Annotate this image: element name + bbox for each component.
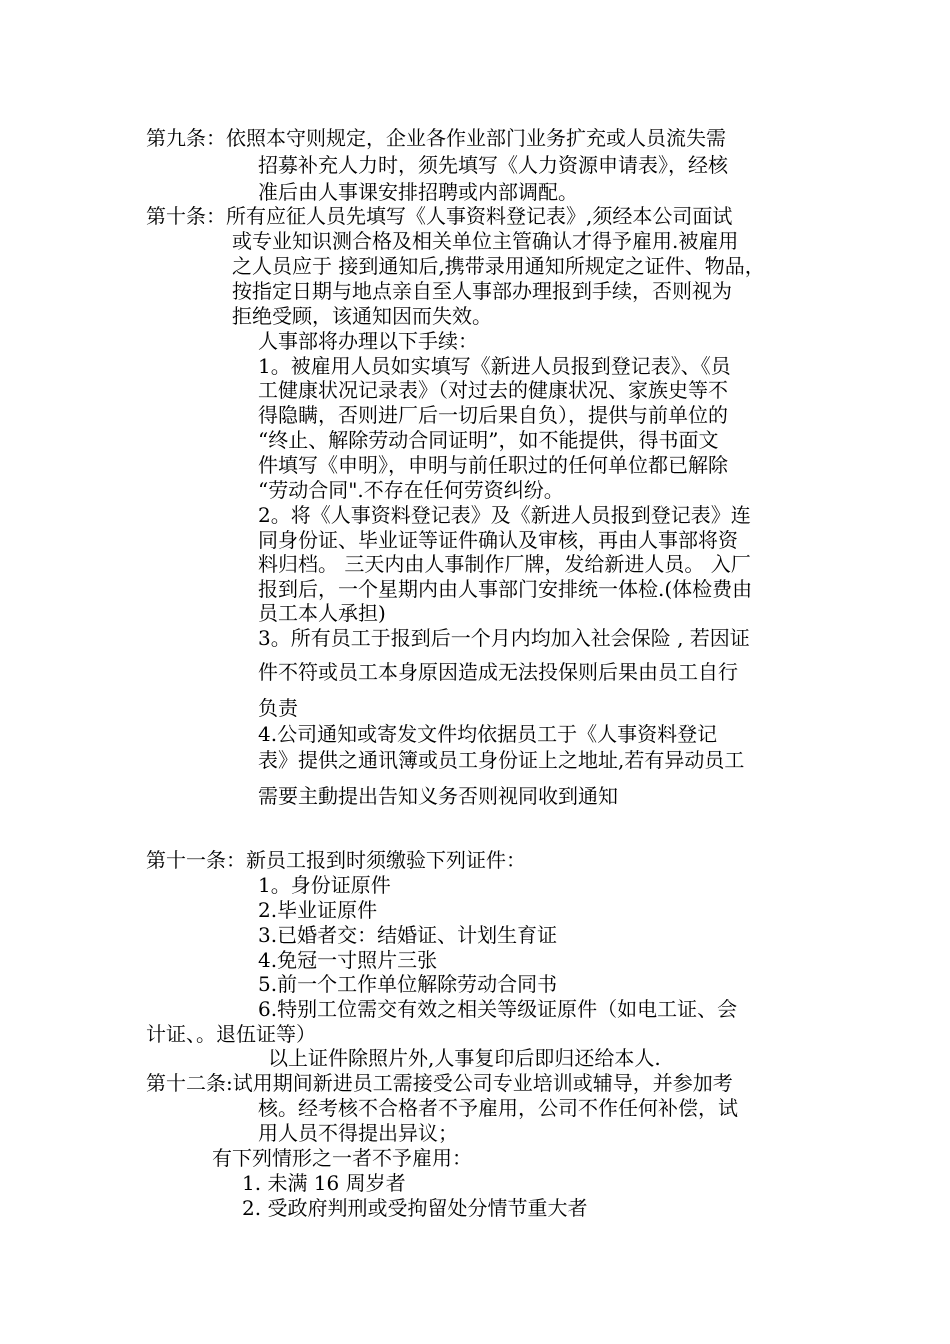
text-line: 2。将《人事资料登记表》及《新进人员报到登记表》连 [258, 503, 751, 527]
text-line: 准后由人事课安排招聘或内部调配。 [258, 180, 578, 204]
text-line: 员工本人承担) [258, 601, 386, 625]
text-line: 第十条：所有应征人员先填写《人事资料登记表》,须经本公司面试 [146, 204, 733, 228]
text-line: 4.免冠一寸照片三张 [258, 948, 438, 972]
text-line: 之人员应于 接到通知后,携带录用通知所规定之证件、物品， [232, 254, 765, 278]
text-line: 按指定日期与地点亲自至人事部办理报到手续，否则视为 [232, 279, 732, 303]
text-line: 2.毕业证原件 [258, 898, 378, 922]
text-line: 报到后，一个星期内由人事部门安排统一体检.(体检费由 [258, 577, 753, 601]
text-line: 同身份证、毕业证等证件确认及审核，再由人事部将资 [258, 528, 738, 552]
text-line: 招募补充人力时，须先填写《人力资源申请表》，经核 [258, 153, 728, 177]
text-line: 1. 未满 16 周岁者 [242, 1171, 406, 1195]
text-line: “劳动合同".不存在任何劳资纠纷。 [258, 478, 564, 502]
text-line: 拒绝受顾，该通知因而失效。 [232, 304, 492, 328]
text-line: 得隐瞒，否则进厂后一切后果自负），提供与前单位的 [258, 403, 728, 427]
text-line: 或专业知识测合格及相关单位主管确认才得予雇用.被雇用 [232, 229, 739, 253]
text-line: 人事部将办理以下手续： [258, 329, 478, 353]
text-line: 有下列情形之一者不予雇用： [212, 1146, 472, 1170]
text-line: 件不符或员工本身原因造成无法投保则后果由员工自行 [258, 660, 738, 684]
text-line: 第九条：依照本守则规定，企业各作业部门业务扩充或人员流失需 [146, 126, 726, 150]
text-line: 工健康状况记录表》（对过去的健康状况、家族史等不 [258, 378, 728, 402]
text-line: 1。身份证原件 [258, 873, 391, 897]
text-line: 需要主動提出告知义务否则视同收到通知 [258, 784, 618, 808]
text-line: 以上证件除照片外,人事复印后即归还给本人. [268, 1046, 661, 1070]
text-line: 计证、。退伍证等） [146, 1022, 316, 1046]
text-line: 3.已婚者交：结婚证、计划生育证 [258, 923, 558, 947]
text-line: 3。所有员工于报到后一个月内均加入社会保险 , 若因证 [258, 626, 750, 650]
text-line: “终止、解除劳动合同证明”，如不能提供，得书面文 [258, 428, 719, 452]
text-line: 4.公司通知或寄发文件均依据员工于《人事资料登记 [258, 722, 718, 746]
text-line: 第十一条：新员工报到时须缴验下列证件： [146, 848, 526, 872]
text-line: 料归档。 三天内由人事制作厂牌，发给新进人员。 入厂 [258, 552, 751, 576]
text-line: 用人员不得提出异议； [258, 1121, 458, 1145]
text-line: 负责 [258, 696, 298, 720]
text-line: 5.前一个工作单位解除劳动合同书 [258, 972, 558, 996]
text-line: 核。经考核不合格者不予雇用，公司不作任何补偿，试 [258, 1096, 738, 1120]
text-line: 第十二条:试用期间新进员工需接受公司专业培训或辅导，并参加考 [146, 1071, 733, 1095]
text-line: 件填写《申明》，申明与前任职过的任何单位都已解除 [258, 453, 728, 477]
text-line: 2. 受政府判刑或受拘留处分情节重大者 [242, 1196, 588, 1220]
text-line: 6.特别工位需交有效之相关等级证原件（如电工证、会 [258, 997, 738, 1021]
text-line: 1。被雇用人员如实填写《新进人员报到登记表》、《员 [258, 354, 731, 378]
text-line: 表》提供之通讯簿或员工身份证上之地址,若有异动员工 [258, 748, 745, 772]
